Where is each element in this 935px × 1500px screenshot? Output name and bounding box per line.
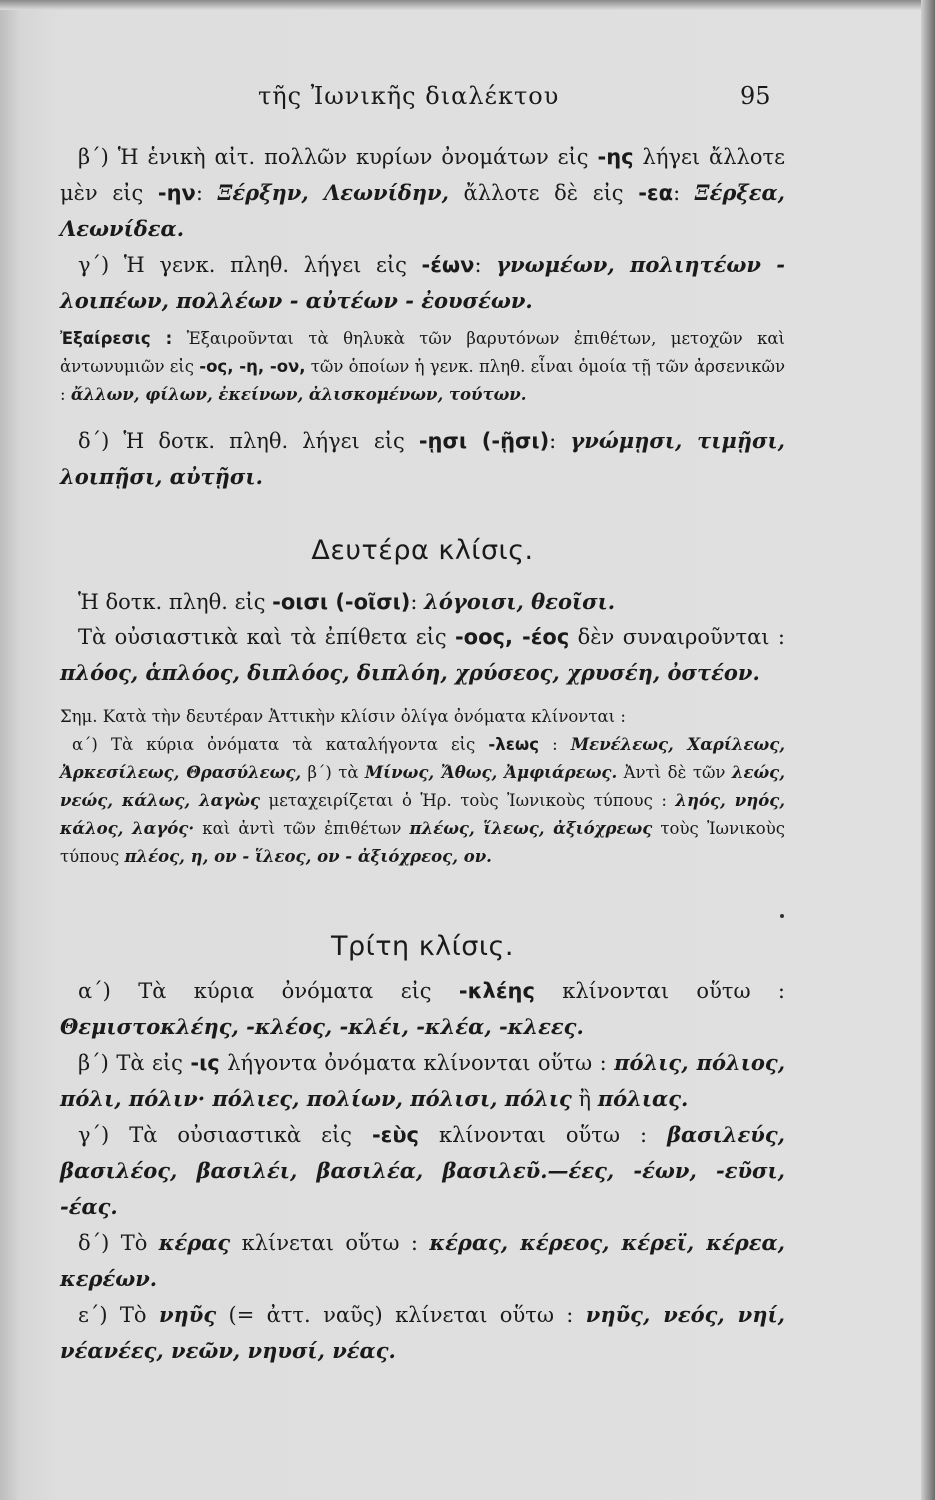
text: : <box>539 735 571 754</box>
text: Τὰ οὐσιαστικὰ καὶ τὰ ἐπίθετα εἰς <box>78 625 455 649</box>
text: β΄) Τὰ εἰς <box>78 1051 191 1075</box>
paragraph-gamma-genitive <box>60 247 785 319</box>
paragraph-beta-accusative <box>60 140 785 247</box>
example-words: νηῦς, νεός, νηί, νέανέες, νεῶν, νηυσί, νέας. <box>60 1302 785 1363</box>
example-words: Μίνως, Ἄθως, Ἀμφιάρεως. <box>364 763 618 782</box>
text: ἢ <box>571 1087 598 1111</box>
page-body <box>60 140 785 1369</box>
text: : <box>549 429 571 453</box>
text: α΄) Τὰ κύρια ὀνόματα εἰς <box>78 979 459 1003</box>
ending: -οος, -έος <box>454 625 570 649</box>
text: λήγοντα ὀνόματα κλίνονται οὕτω : <box>219 1051 615 1075</box>
text: ἄλλοτε δὲ εἰς <box>448 181 639 205</box>
page-number: 95 <box>740 82 771 110</box>
heading-second-declension: Δευτέρα κλίσις. <box>311 535 534 566</box>
text: Ἡ δοτκ. πληθ. εἰς <box>78 590 273 614</box>
ending: -κλέης <box>458 979 535 1003</box>
ink-speck <box>780 914 784 918</box>
example-words: γνώμῃσι, τιμῇσι, λοιπῇσι, αὐτῇσι. <box>60 428 785 489</box>
example-words: πόλις, πόλιος, πόλι, πόλιν· πόλιες, πολίων, πόλισι, πόλις <box>60 1050 786 1111</box>
paragraph-third-alpha <box>60 974 785 1045</box>
example-words: Ξέρξεα, Λεωνίδεα. <box>60 180 785 241</box>
ending: -ῃσι (-ῇσι) <box>418 429 550 453</box>
paragraph-second-contract <box>60 620 785 691</box>
text: δὲν συναιροῦνται : <box>569 625 785 649</box>
text: τοὺς Ἰωνικοὺς τύπους <box>60 819 786 866</box>
text: γ΄) Τὰ οὐσιαστικὰ εἰς <box>78 1123 372 1147</box>
example-words: λεώς, νεώς, κάλως, λαγὼς <box>60 763 785 810</box>
example-words: πλέος, η, ον - ἵλεος, ον - ἀξιόχρεος, ον. <box>124 847 492 866</box>
paragraph-exception <box>60 325 785 409</box>
paragraph-note <box>60 703 785 731</box>
text: δ΄) Ἡ δοτκ. πληθ. λήγει εἰς <box>78 429 419 453</box>
example-words: νηῦς <box>158 1302 217 1327</box>
heading-third-declension: Τρίτη κλίσις. <box>331 931 514 962</box>
text: : <box>474 253 497 277</box>
text: β΄) Ἡ ἑνικὴ αἰτ. πολλῶν κυρίων ὀνομάτων εἰς <box>78 145 598 169</box>
text: μεταχειρίζεται ὁ Ἡρ. τοὺς Ἰωνικοὺς τύπους : <box>260 791 676 810</box>
example-words: βασιλεύς, βασιλέος, βασιλέι, βασιλέα, βασιλεῦ.—έες, -έων, -εῦσι, -έας. <box>60 1122 785 1219</box>
text: καὶ ἀντὶ τῶν ἐπιθέτων <box>194 819 410 838</box>
example-words: ληός, νηός, κάλος, λαγός· <box>60 791 785 838</box>
scan-edge-top <box>0 0 935 10</box>
example-words: γνωμέων, πολιητέων - λοιπέων, πολλέων - αὐτέων - ἐουσέων. <box>60 252 785 313</box>
text: Ἐξαιροῦνται τὰ θηλυκὰ τῶν βαρυτόνων ἐπιθέτων, μετοχῶν καὶ ἀντωνυμιῶν εἰς <box>60 329 785 376</box>
ending: -οισι (-οῖσι) <box>272 590 411 614</box>
ending: -ις <box>190 1051 220 1075</box>
text: κλίνεται οὕτω : <box>230 1231 430 1255</box>
example-words: πλέως, ἵλεως, ἀξιόχρεως <box>409 819 653 838</box>
text: : <box>195 181 218 205</box>
ending: -εὺς <box>371 1123 419 1147</box>
paragraph-third-beta <box>60 1045 785 1117</box>
text: β΄) τὰ <box>301 763 365 782</box>
example-words: Μενέλεως, Χαρίλεως, Ἀρκεσίλεως, Θρασύλεως, <box>60 735 785 782</box>
example-words: κέρας, κέρεος, κέρεϊ, κέρεα, κερέων. <box>60 1230 785 1291</box>
example-words: Θεμιστοκλέης, -κλέος, -κλέι, -κλέα, -κλεες. <box>60 1014 584 1039</box>
paragraph-third-epsilon <box>60 1297 785 1369</box>
note-text: Σημ. Κατὰ τὴν δευτέραν Ἀττικὴν κλίσιν ὀλίγα ὀνόματα κλίνονται : <box>60 707 626 726</box>
ending: -λεως <box>488 735 540 754</box>
text: γ΄) Ἡ γενκ. πληθ. λήγει εἰς <box>78 253 422 277</box>
page-header <box>0 82 935 114</box>
ending: -ης <box>597 145 634 169</box>
example-words: λόγοισι, θεοῖσι. <box>424 589 616 614</box>
scan-edge-right <box>921 0 935 1500</box>
ending: -ην <box>157 181 196 205</box>
running-title: τῆς Ἰωνικῆς διαλέκτου <box>258 82 560 110</box>
text: : <box>673 181 695 205</box>
paragraph-third-gamma <box>60 1117 785 1225</box>
paragraph-note-items <box>60 731 785 871</box>
text: δ΄) Τὸ <box>78 1231 159 1255</box>
exception-label: Ἐξαίρεσις : <box>60 329 173 348</box>
text: λήγει ἄλλοτε μὲν εἰς <box>60 145 785 205</box>
text: κλίνονται οὕτω : <box>418 1123 668 1147</box>
text: : <box>410 590 425 614</box>
paragraph-delta-dative <box>60 423 785 495</box>
text: Ἀντὶ δὲ τῶν <box>617 763 732 782</box>
example-words: Ξέρξην, Λεωνίδην, <box>217 180 449 205</box>
text: (= ἀττ. ναῦς) κλίνεται οὕτω : <box>216 1303 586 1327</box>
example-words: πλόος, ἁπλόος, διπλόος, διπλόη, χρύσεος, χρυσέη, ὀστέον. <box>60 660 760 685</box>
example-words: πόλιας. <box>597 1086 689 1111</box>
example-words: ἄλλων, φίλων, ἐκείνων, ἀλισκομένων, τούτων. <box>70 385 527 404</box>
ending: -έων <box>421 253 475 277</box>
paragraph-third-delta <box>60 1225 785 1297</box>
text: κλίνονται οὕτω : <box>534 979 785 1003</box>
text: ε΄) Τὸ <box>78 1303 159 1327</box>
text: α΄) Τὰ κύρια ὀνόματα τὰ καταλήγοντα εἰς <box>72 735 489 754</box>
paragraph-second-dative <box>60 584 785 620</box>
example-words: κέρας <box>158 1230 231 1255</box>
ending: -ος, -η, -ον, <box>199 357 306 376</box>
ending: -εα <box>638 181 674 205</box>
text: τῶν ὁποίων ἡ γενκ. πληθ. εἶναι ὁμοία τῇ τῶν ἀρσενικῶν : <box>60 357 785 404</box>
